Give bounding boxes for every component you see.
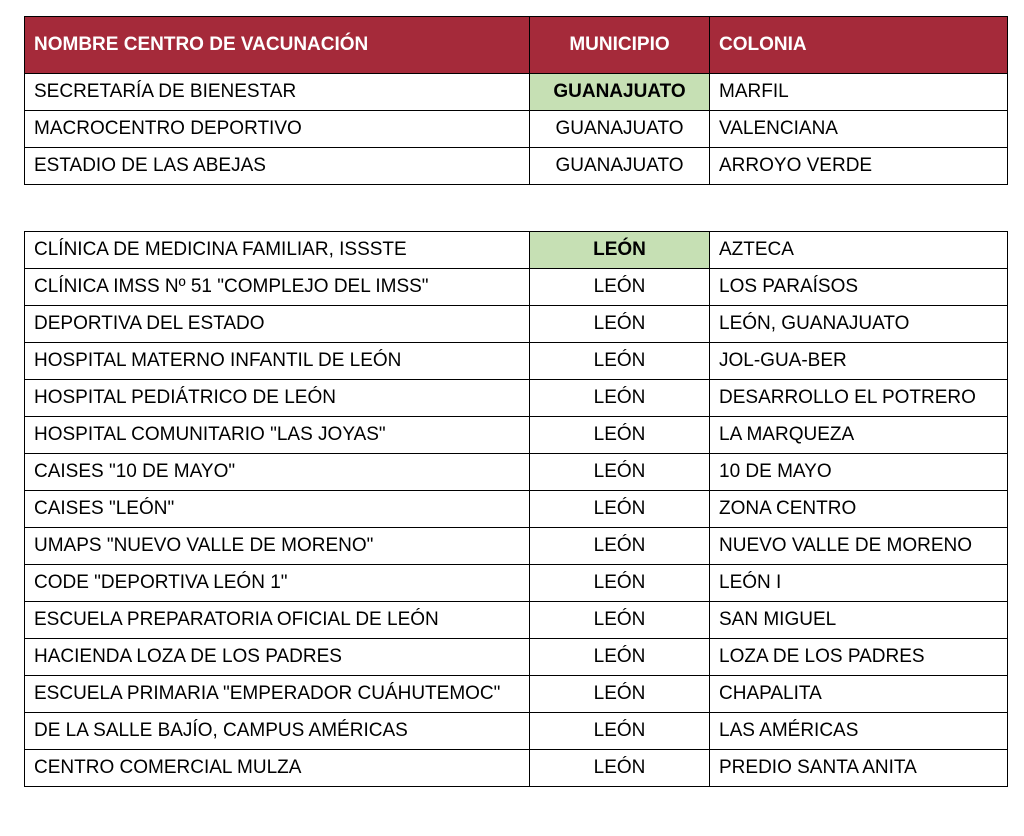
leon-table xyxy=(24,231,1008,787)
header-municipio: MUNICIPIO xyxy=(530,17,710,74)
table-row xyxy=(25,306,1008,343)
colonia-cell: SAN MIGUEL xyxy=(710,602,1008,639)
table-row xyxy=(25,750,1008,787)
municipio-cell: LEÓN xyxy=(530,750,710,787)
colonia-cell: LOZA DE LOS PADRES xyxy=(710,639,1008,676)
table-row xyxy=(25,565,1008,602)
table-row xyxy=(25,528,1008,565)
center-name: CAISES "10 DE MAYO" xyxy=(25,454,530,491)
colonia-cell: LEÓN, GUANAJUATO xyxy=(710,306,1008,343)
center-name: CLÍNICA DE MEDICINA FAMILIAR, ISSSTE xyxy=(25,232,530,269)
table-row xyxy=(25,676,1008,713)
municipio-cell: LEÓN xyxy=(530,417,710,454)
table-row xyxy=(25,74,1008,111)
municipio-cell: GUANAJUATO xyxy=(530,74,710,111)
table-row xyxy=(25,639,1008,676)
municipio-cell: LEÓN xyxy=(530,343,710,380)
center-name: ESCUELA PREPARATORIA OFICIAL DE LEÓN xyxy=(25,602,530,639)
center-name: HACIENDA LOZA DE LOS PADRES xyxy=(25,639,530,676)
center-name: HOSPITAL COMUNITARIO "LAS JOYAS" xyxy=(25,417,530,454)
table-row xyxy=(25,602,1008,639)
header-name: NOMBRE CENTRO DE VACUNACIÓN xyxy=(25,17,530,74)
colonia-cell: LEÓN I xyxy=(710,565,1008,602)
table-row xyxy=(25,454,1008,491)
municipio-cell: LEÓN xyxy=(530,269,710,306)
colonia-cell: CHAPALITA xyxy=(710,676,1008,713)
municipio-cell: GUANAJUATO xyxy=(530,111,710,148)
colonia-cell: DESARROLLO EL POTRERO xyxy=(710,380,1008,417)
municipio-cell: LEÓN xyxy=(530,639,710,676)
municipio-cell: LEÓN xyxy=(530,380,710,417)
center-name: DE LA SALLE BAJÍO, CAMPUS AMÉRICAS xyxy=(25,713,530,750)
center-name: CAISES "LEÓN" xyxy=(25,491,530,528)
header-colonia: COLONIA xyxy=(710,17,1008,74)
colonia-cell: 10 DE MAYO xyxy=(710,454,1008,491)
municipio-cell: LEÓN xyxy=(530,306,710,343)
center-name: MACROCENTRO DEPORTIVO xyxy=(25,111,530,148)
municipio-cell: LEÓN xyxy=(530,232,710,269)
table-row xyxy=(25,491,1008,528)
municipio-cell: LEÓN xyxy=(530,491,710,528)
table-row xyxy=(25,232,1008,269)
table-row xyxy=(25,380,1008,417)
colonia-cell: NUEVO VALLE DE MORENO xyxy=(710,528,1008,565)
center-name: SECRETARÍA DE BIENESTAR xyxy=(25,74,530,111)
colonia-cell: JOL-GUA-BER xyxy=(710,343,1008,380)
colonia-cell: MARFIL xyxy=(710,74,1008,111)
municipio-cell: LEÓN xyxy=(530,676,710,713)
municipio-cell: LEÓN xyxy=(530,454,710,491)
center-name: HOSPITAL MATERNO INFANTIL DE LEÓN xyxy=(25,343,530,380)
table-row xyxy=(25,713,1008,750)
table-row xyxy=(25,269,1008,306)
center-name: HOSPITAL PEDIÁTRICO DE LEÓN xyxy=(25,380,530,417)
center-name: ESTADIO DE LAS ABEJAS xyxy=(25,148,530,185)
colonia-cell: VALENCIANA xyxy=(710,111,1008,148)
center-name: DEPORTIVA DEL ESTADO xyxy=(25,306,530,343)
municipio-cell: GUANAJUATO xyxy=(530,148,710,185)
center-name: CODE "DEPORTIVA LEÓN 1" xyxy=(25,565,530,602)
colonia-cell: PREDIO SANTA ANITA xyxy=(710,750,1008,787)
municipio-cell: LEÓN xyxy=(530,528,710,565)
colonia-cell: LAS AMÉRICAS xyxy=(710,713,1008,750)
center-name: CLÍNICA IMSS Nº 51 "COMPLEJO DEL IMSS" xyxy=(25,269,530,306)
table-row xyxy=(25,111,1008,148)
colonia-cell: ARROYO VERDE xyxy=(710,148,1008,185)
colonia-cell: AZTECA xyxy=(710,232,1008,269)
colonia-cell: LOS PARAÍSOS xyxy=(710,269,1008,306)
guanajuato-table xyxy=(24,16,1008,185)
center-name: UMAPS "NUEVO VALLE DE MORENO" xyxy=(25,528,530,565)
table-row xyxy=(25,343,1008,380)
table-row xyxy=(25,417,1008,454)
table-row xyxy=(25,148,1008,185)
municipio-cell: LEÓN xyxy=(530,713,710,750)
center-name: ESCUELA PRIMARIA "EMPERADOR CUÁHUTEMOC" xyxy=(25,676,530,713)
municipio-cell: LEÓN xyxy=(530,565,710,602)
colonia-cell: ZONA CENTRO xyxy=(710,491,1008,528)
municipio-cell: LEÓN xyxy=(530,602,710,639)
header-row xyxy=(25,17,1008,74)
center-name: CENTRO COMERCIAL MULZA xyxy=(25,750,530,787)
colonia-cell: LA MARQUEZA xyxy=(710,417,1008,454)
